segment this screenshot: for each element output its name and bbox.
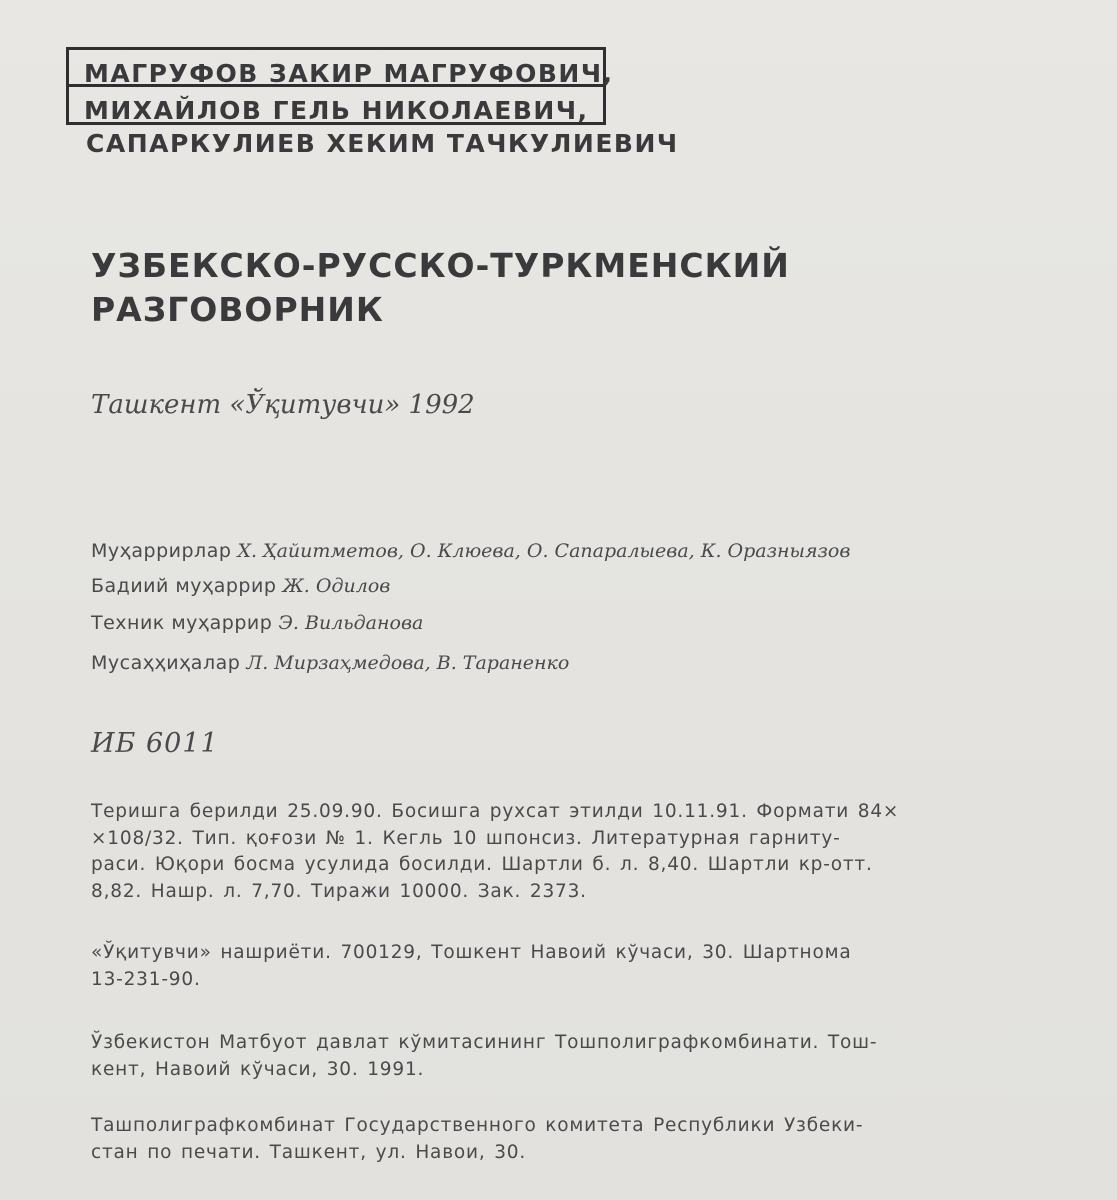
credit-line: [91, 612, 423, 634]
book-title: [91, 244, 790, 332]
colophon-publisher-address: [91, 940, 1051, 993]
colophon-line: стан по печати. Ташкент, ул. Навои, 30.: [91, 1141, 527, 1163]
credit-role: Муҳаррирлар: [91, 540, 232, 562]
credit-names: Х. Ҳайитметов, О. Клюева, О. Сапаралыева, К. Оразныязов: [237, 540, 851, 562]
credit-line: [91, 575, 390, 597]
authors-block: [66, 47, 686, 167]
colophon-line: Ўзбекистон Матбуот давлат кўмитасининг Тошполиграфкомбинати. Тош-: [91, 1032, 878, 1053]
colophon-line: Ташполиграфкомбинат Государственного комитета Республики Узбеки-: [91, 1115, 864, 1136]
colophon-line: ×108/32. Тип. қоғози № 1. Кегль 10 шпонсиз. Литературная гарниту-: [91, 827, 841, 849]
author-name: МАГРУФОВ ЗАКИР МАГРУФОВИЧ,: [84, 59, 614, 88]
ib-code: ИБ 6011: [91, 728, 219, 759]
credit-line: [91, 540, 850, 562]
author-name: САПАРКУЛИЕВ ХЕКИМ ТАЧКУЛИЕВИЧ: [86, 129, 679, 158]
author-name: МИХАЙЛОВ ГЕЛЬ НИКОЛАЕВИЧ,: [84, 96, 589, 125]
credit-names: Л. Мирзаҳмедова, В. Тараненко: [246, 652, 570, 674]
colophon-line: 8,82. Нашр. л. 7,70. Тиражи 10000. Зак. 2373.: [91, 880, 587, 902]
colophon-printer-uzbek: [91, 1030, 1051, 1083]
colophon-printer-russian: [91, 1113, 1051, 1166]
publisher-imprint: Ташкент «Ўқитувчи» 1992: [91, 390, 475, 420]
colophon-line: «Ўқитувчи» нашриёти. 700129, Тошкент Навоий кўчаси, 30. Шартнома: [91, 942, 852, 963]
credit-role: Бадиий муҳаррир: [91, 575, 277, 597]
credit-role: Техник муҳаррир: [91, 612, 273, 634]
book-title-line: РАЗГОВОРНИК: [91, 290, 384, 329]
colophon-line: раси. Юқори босма усулида босилди. Шартли б. л. 8,40. Шартли кр-отт.: [91, 854, 873, 875]
colophon-line: кент, Навоий кўчаси, 30. 1991.: [91, 1058, 425, 1080]
credit-names: Ж. Одилов: [282, 575, 391, 597]
colophon-printing-details: [91, 799, 1051, 905]
colophon-line: 13-231-90.: [91, 968, 201, 990]
credit-line: [91, 652, 569, 674]
credit-role: Мусаҳҳиҳалар: [91, 652, 241, 674]
credit-names: Э. Вильданова: [278, 612, 424, 634]
book-title-line: УЗБЕКСКО-РУССКО-ТУРКМЕНСКИЙ: [91, 246, 790, 285]
colophon-line: Теришга берилди 25.09.90. Босишга рухсат этилди 10.11.91. Формати 84×: [91, 801, 900, 822]
